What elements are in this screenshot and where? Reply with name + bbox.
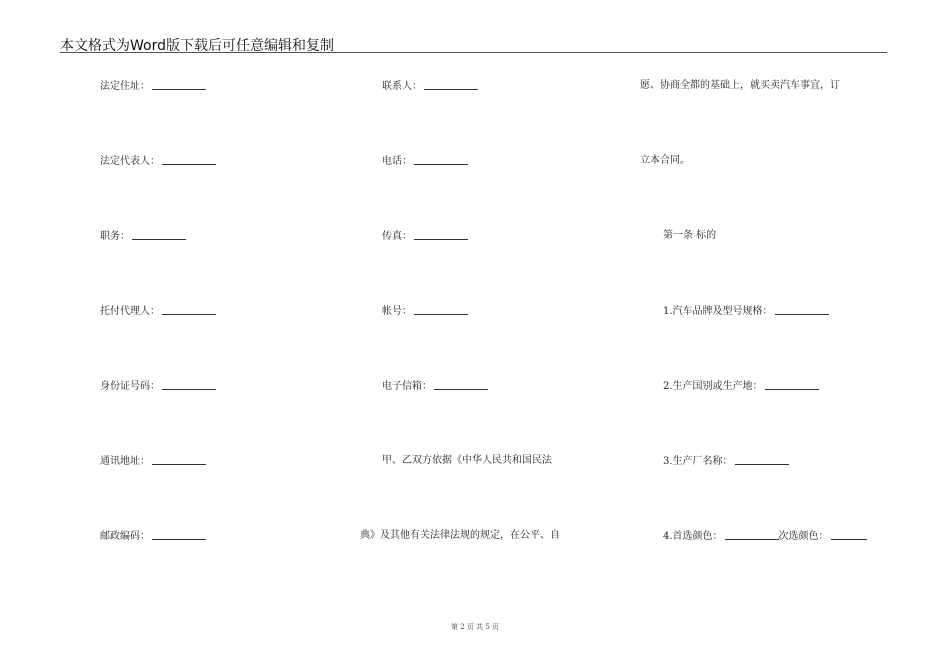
fill-blank[interactable] xyxy=(132,229,186,240)
field-label: 通讯地址： xyxy=(100,456,150,467)
fill-blank[interactable] xyxy=(414,229,468,240)
fill-blank[interactable] xyxy=(152,529,206,540)
field-legal-representative xyxy=(100,154,216,169)
fill-blank[interactable] xyxy=(414,304,468,315)
field-label: 托付代理人： xyxy=(100,306,160,317)
fill-blank[interactable] xyxy=(152,454,206,465)
fill-blank[interactable] xyxy=(162,154,216,165)
header-title: 本文格式为Word版下载后可任意编辑和复制 xyxy=(60,38,334,54)
body-text-line xyxy=(640,79,840,93)
fill-blank[interactable] xyxy=(725,529,779,540)
field-label: 传真： xyxy=(382,231,412,242)
paragraph-text: 立本合同。 xyxy=(640,155,690,166)
fill-blank[interactable] xyxy=(831,529,867,540)
section-heading xyxy=(663,229,716,243)
field-email xyxy=(382,379,488,394)
field-fax xyxy=(382,229,468,244)
paragraph-text: 典》及其他有关法律法规的规定，在公平、自 xyxy=(360,530,560,541)
fill-blank[interactable] xyxy=(162,304,216,315)
field-label: 法定代表人： xyxy=(100,156,160,167)
field-id-number xyxy=(100,379,216,394)
field-label: 3.生产厂名称： xyxy=(663,456,733,467)
field-label: 法定住址： xyxy=(100,81,150,92)
field-label: 联系人： xyxy=(382,81,422,92)
field-label: 职务： xyxy=(100,231,130,242)
fill-blank[interactable] xyxy=(434,379,488,390)
fill-blank[interactable] xyxy=(735,454,789,465)
header-divider xyxy=(60,52,887,53)
page-number: 第 2 页 共 5 页 xyxy=(450,623,500,631)
fill-blank[interactable] xyxy=(765,379,819,390)
field-label: 电话： xyxy=(382,156,412,167)
field-label: 1.汽车品牌及型号规格： xyxy=(663,306,773,317)
field-label: 邮政编码： xyxy=(100,531,150,542)
field-label: 帐号： xyxy=(382,306,412,317)
fill-blank[interactable] xyxy=(162,379,216,390)
fill-blank[interactable] xyxy=(414,154,468,165)
field-label: 2.生产国别或生产地： xyxy=(663,381,763,392)
body-text-line xyxy=(640,154,690,168)
field-postal-code xyxy=(100,529,206,544)
fill-blank[interactable] xyxy=(424,79,478,90)
field-car-brand-model xyxy=(663,304,829,319)
field-country-of-origin xyxy=(663,379,819,394)
section-title: 第一条 标的 xyxy=(663,230,717,241)
field-label: 身份证号码： xyxy=(100,381,160,392)
body-text-line xyxy=(360,529,560,543)
field-mailing-address xyxy=(100,454,206,469)
paragraph-text: 愿、协商全都的基础上，就买卖汽车事宜，订 xyxy=(640,80,840,91)
fill-blank[interactable] xyxy=(775,304,829,315)
field-label: 次选颜色： xyxy=(778,531,829,542)
field-account xyxy=(382,304,468,319)
body-text-line xyxy=(382,454,552,468)
field-label: 4.首选颜色： xyxy=(663,531,723,542)
paragraph-text: 甲、乙双方依据《中华人民共和国民法 xyxy=(382,455,552,466)
field-phone xyxy=(382,154,468,169)
field-authorized-agent xyxy=(100,304,216,319)
fill-blank[interactable] xyxy=(152,79,206,90)
field-manufacturer xyxy=(663,454,789,469)
field-contact-person xyxy=(382,79,478,94)
field-colors xyxy=(663,529,867,544)
field-label: 电子信箱： xyxy=(382,381,432,392)
field-position xyxy=(100,229,186,244)
field-legal-address xyxy=(100,79,206,94)
